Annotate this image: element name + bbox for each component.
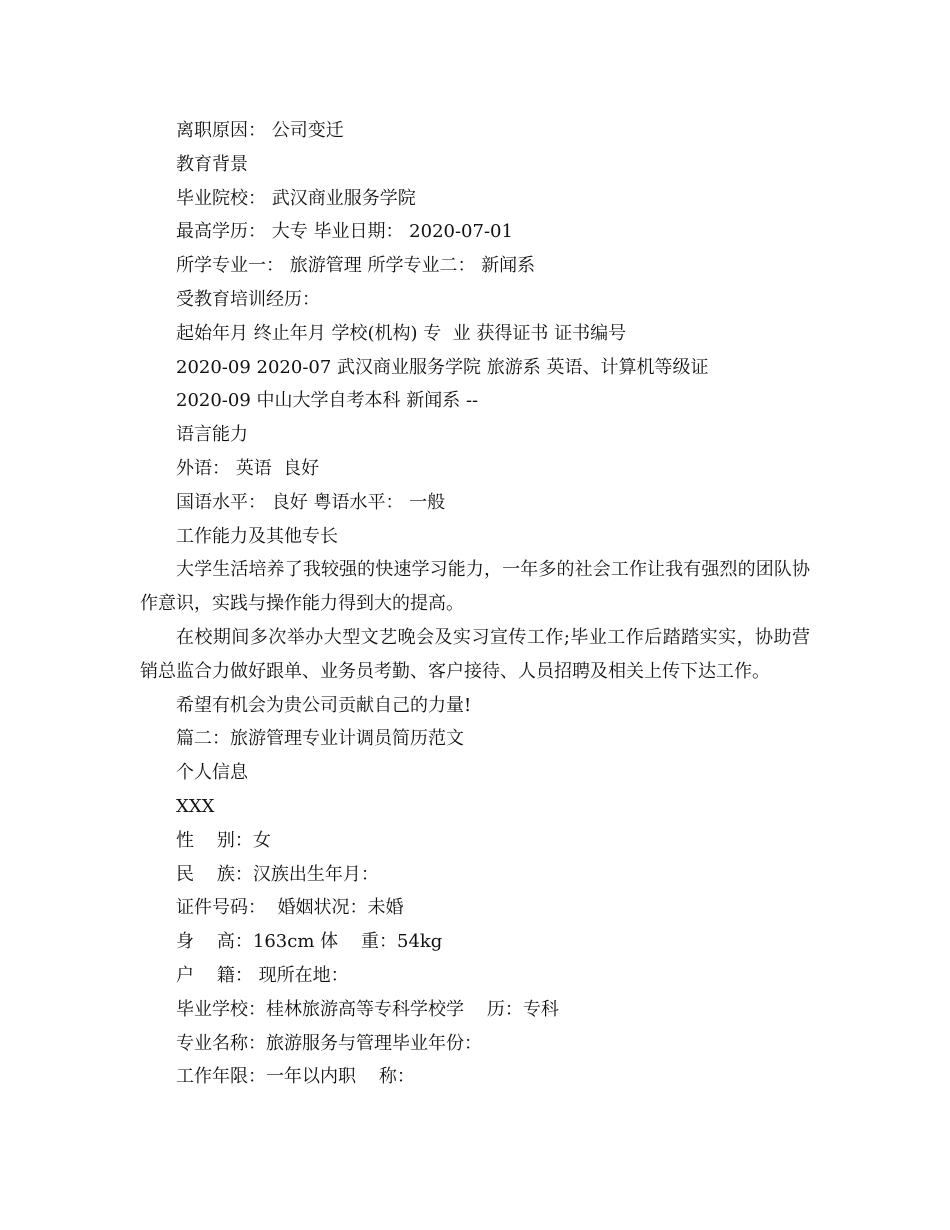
hometown-location-line: 户 籍： 现所在地： bbox=[176, 964, 349, 986]
graduation-school-line: 毕业院校： 武汉商业服务学院 bbox=[176, 187, 416, 209]
section-two-title: 篇二：旅游管理专业计调员简历范文 bbox=[176, 728, 464, 750]
language-heading: 语言能力 bbox=[176, 424, 248, 446]
education-heading: 教育背景 bbox=[176, 153, 248, 175]
training-table-header: 起始年月 终止年月 学校(机构) 专 业 获得证书 证书编号 bbox=[176, 322, 627, 344]
height-weight-line: 身 高：163cm 体 重：54kg bbox=[176, 931, 443, 953]
gender-line: 性 别：女 bbox=[176, 829, 271, 851]
school-education-line: 毕业学校：桂林旅游高等专科学校学 历：专科 bbox=[176, 998, 559, 1020]
closing-line: 希望有机会为贵公司贡献自己的力量! bbox=[176, 694, 472, 716]
skills-heading: 工作能力及其他专长 bbox=[176, 525, 338, 547]
name-placeholder: XXX bbox=[176, 795, 215, 817]
skills-paragraph-2: 在校期间多次举办大型文艺晚会及实习宣传工作;毕业工作后踏踏实实，协助营销总监合力做好跟单、业务员考勤、客户接待、人员招聘及相关上传下达工作。 bbox=[140, 626, 810, 682]
mandarin-cantonese-line: 国语水平： 良好 粤语水平： 一般 bbox=[176, 491, 446, 513]
work-years-title-line: 工作年限：一年以内职 称： bbox=[176, 1066, 415, 1088]
personal-info-heading: 个人信息 bbox=[176, 762, 248, 784]
id-marital-line: 证件号码： 婚姻状况：未婚 bbox=[176, 897, 404, 919]
majors-line: 所学专业一： 旅游管理 所学专业二： 新闻系 bbox=[176, 255, 536, 277]
major-graduation-year-line: 专业名称：旅游服务与管理毕业年份： bbox=[176, 1032, 482, 1054]
ethnicity-birth-line: 民 族：汉族出生年月： bbox=[176, 863, 379, 885]
training-heading: 受教育培训经历： bbox=[176, 288, 320, 310]
reason-for-leaving-line: 离职原因： 公司变迁 bbox=[176, 120, 344, 141]
foreign-language-line: 外语： 英语 良好 bbox=[176, 457, 320, 479]
training-row-1: 2020-09 2020-07 武汉商业服务学院 旅游系 英语、计算机等级证 bbox=[176, 356, 709, 378]
skills-paragraph-1: 大学生活培养了我较强的快速学习能力，一年多的社会工作让我有强烈的团队协作意识，实践与操作能力得到大的提高。 bbox=[140, 559, 810, 615]
degree-date-line: 最高学历： 大专 毕业日期： 2020-07-01 bbox=[176, 221, 513, 243]
training-row-2: 2020-09 中山大学自考本科 新闻系 -- bbox=[176, 390, 479, 412]
resume-text-body bbox=[140, 114, 810, 1094]
